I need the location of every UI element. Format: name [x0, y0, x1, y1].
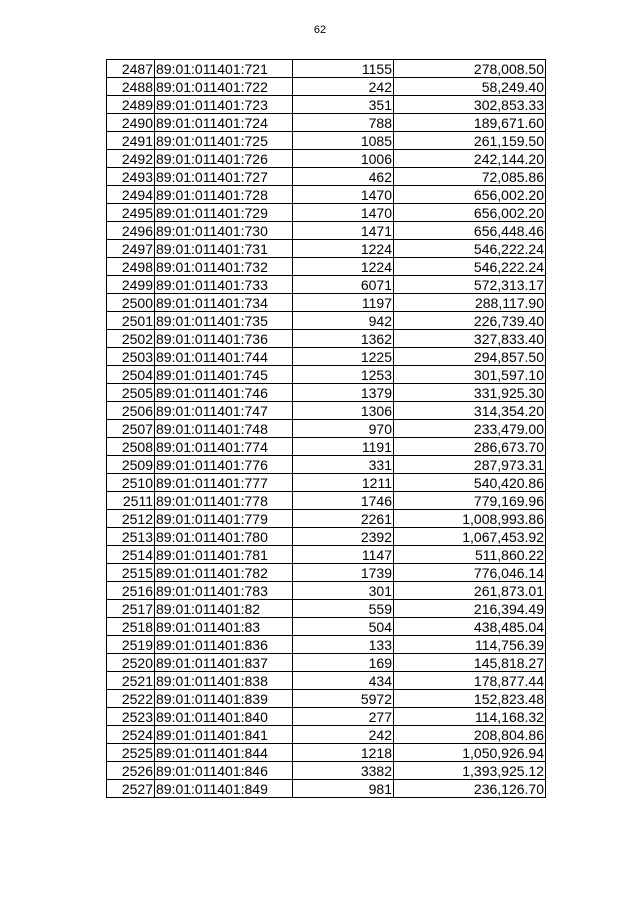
- area-cell: 1746: [293, 492, 394, 510]
- cadastral-number-cell: 89:01:011401:746: [155, 384, 293, 402]
- cadastral-value-cell: 261,873.01: [394, 582, 546, 600]
- table-row: [107, 438, 546, 456]
- area-cell: 169: [293, 654, 394, 672]
- table-row: [107, 402, 546, 420]
- table-row: [107, 474, 546, 492]
- area-cell: 788: [293, 114, 394, 132]
- table-row: [107, 654, 546, 672]
- cadastral-number-cell: 89:01:011401:846: [155, 762, 293, 780]
- table-row: [107, 618, 546, 636]
- cadastral-number-cell: 89:01:011401:779: [155, 510, 293, 528]
- row-number-cell: 2487: [107, 60, 155, 78]
- row-number-cell: 2523: [107, 708, 155, 726]
- row-number-cell: 2522: [107, 690, 155, 708]
- area-cell: 1379: [293, 384, 394, 402]
- table-row: [107, 150, 546, 168]
- cadastral-number-cell: 89:01:011401:776: [155, 456, 293, 474]
- cadastral-value-cell: 779,169.96: [394, 492, 546, 510]
- cadastral-value-cell: 331,925.30: [394, 384, 546, 402]
- row-number-cell: 2491: [107, 132, 155, 150]
- cadastral-number-cell: 89:01:011401:780: [155, 528, 293, 546]
- row-number-cell: 2488: [107, 78, 155, 96]
- cadastral-number-cell: 89:01:011401:782: [155, 564, 293, 582]
- table-row: [107, 294, 546, 312]
- area-cell: 462: [293, 168, 394, 186]
- area-cell: 1155: [293, 60, 394, 78]
- row-number-cell: 2518: [107, 618, 155, 636]
- row-number-cell: 2516: [107, 582, 155, 600]
- cadastral-number-cell: 89:01:011401:735: [155, 312, 293, 330]
- cadastral-value-cell: 286,673.70: [394, 438, 546, 456]
- row-number-cell: 2504: [107, 366, 155, 384]
- table-row: [107, 636, 546, 654]
- row-number-cell: 2494: [107, 186, 155, 204]
- cadastral-number-cell: 89:01:011401:777: [155, 474, 293, 492]
- area-cell: 3382: [293, 762, 394, 780]
- row-number-cell: 2499: [107, 276, 155, 294]
- area-cell: 1225: [293, 348, 394, 366]
- table-row: [107, 708, 546, 726]
- area-cell: 1085: [293, 132, 394, 150]
- row-number-cell: 2497: [107, 240, 155, 258]
- cadastral-number-cell: 89:01:011401:778: [155, 492, 293, 510]
- row-number-cell: 2490: [107, 114, 155, 132]
- cadastral-value-cell: 58,249.40: [394, 78, 546, 96]
- row-number-cell: 2500: [107, 294, 155, 312]
- row-number-cell: 2507: [107, 420, 155, 438]
- cadastral-value-cell: 226,739.40: [394, 312, 546, 330]
- cadastral-value-cell: 72,085.86: [394, 168, 546, 186]
- cadastral-number-cell: 89:01:011401:731: [155, 240, 293, 258]
- table-row: [107, 690, 546, 708]
- cadastral-value-cell: 656,002.20: [394, 204, 546, 222]
- area-cell: 331: [293, 456, 394, 474]
- row-number-cell: 2517: [107, 600, 155, 618]
- cadastral-number-cell: 89:01:011401:734: [155, 294, 293, 312]
- table-row: [107, 96, 546, 114]
- area-cell: 559: [293, 600, 394, 618]
- cadastral-number-cell: 89:01:011401:844: [155, 744, 293, 762]
- table-row: [107, 780, 546, 798]
- cadastral-number-cell: 89:01:011401:736: [155, 330, 293, 348]
- row-number-cell: 2506: [107, 402, 155, 420]
- row-number-cell: 2496: [107, 222, 155, 240]
- cadastral-number-cell: 89:01:011401:725: [155, 132, 293, 150]
- cadastral-number-cell: 89:01:011401:841: [155, 726, 293, 744]
- cadastral-value-cell: 314,354.20: [394, 402, 546, 420]
- area-cell: 1224: [293, 240, 394, 258]
- table-row: [107, 222, 546, 240]
- cadastral-value-cell: 656,448.46: [394, 222, 546, 240]
- cadastral-value-cell: 511,860.22: [394, 546, 546, 564]
- cadastral-number-cell: 89:01:011401:837: [155, 654, 293, 672]
- cadastral-value-table: [106, 59, 546, 798]
- table-row: [107, 726, 546, 744]
- cadastral-value-cell: 546,222.24: [394, 240, 546, 258]
- area-cell: 2261: [293, 510, 394, 528]
- cadastral-value-cell: 1,067,453.92: [394, 528, 546, 546]
- table-row: [107, 78, 546, 96]
- cadastral-number-cell: 89:01:011401:748: [155, 420, 293, 438]
- cadastral-value-cell: 1,050,926.94: [394, 744, 546, 762]
- area-cell: 6071: [293, 276, 394, 294]
- table-row: [107, 528, 546, 546]
- table-row: [107, 276, 546, 294]
- page-number: 62: [313, 24, 327, 36]
- area-cell: 242: [293, 726, 394, 744]
- area-cell: 504: [293, 618, 394, 636]
- cadastral-number-cell: 89:01:011401:729: [155, 204, 293, 222]
- row-number-cell: 2526: [107, 762, 155, 780]
- area-cell: 970: [293, 420, 394, 438]
- row-number-cell: 2519: [107, 636, 155, 654]
- table-row: [107, 312, 546, 330]
- cadastral-value-cell: 278,008.50: [394, 60, 546, 78]
- area-cell: 1147: [293, 546, 394, 564]
- area-cell: 1197: [293, 294, 394, 312]
- row-number-cell: 2515: [107, 564, 155, 582]
- area-cell: 301: [293, 582, 394, 600]
- cadastral-number-cell: 89:01:011401:724: [155, 114, 293, 132]
- cadastral-value-cell: 776,046.14: [394, 564, 546, 582]
- row-number-cell: 2508: [107, 438, 155, 456]
- area-cell: 1224: [293, 258, 394, 276]
- table-row: [107, 456, 546, 474]
- area-cell: 277: [293, 708, 394, 726]
- table-row: [107, 546, 546, 564]
- table-row: [107, 114, 546, 132]
- cadastral-number-cell: 89:01:011401:722: [155, 78, 293, 96]
- cadastral-number-cell: 89:01:011401:727: [155, 168, 293, 186]
- table-row: [107, 348, 546, 366]
- area-cell: 1006: [293, 150, 394, 168]
- cadastral-number-cell: 89:01:011401:745: [155, 366, 293, 384]
- cadastral-number-cell: 89:01:011401:836: [155, 636, 293, 654]
- cadastral-value-cell: 216,394.49: [394, 600, 546, 618]
- cadastral-value-cell: 294,857.50: [394, 348, 546, 366]
- table-row: [107, 420, 546, 438]
- cadastral-number-cell: 89:01:011401:730: [155, 222, 293, 240]
- table-row: [107, 204, 546, 222]
- area-cell: 1191: [293, 438, 394, 456]
- table-row: [107, 258, 546, 276]
- cadastral-value-cell: 327,833.40: [394, 330, 546, 348]
- cadastral-number-cell: 89:01:011401:82: [155, 600, 293, 618]
- area-cell: 1470: [293, 186, 394, 204]
- cadastral-number-cell: 89:01:011401:728: [155, 186, 293, 204]
- cadastral-value-cell: 546,222.24: [394, 258, 546, 276]
- cadastral-number-cell: 89:01:011401:723: [155, 96, 293, 114]
- area-cell: 981: [293, 780, 394, 798]
- table-row: [107, 762, 546, 780]
- cadastral-value-cell: 302,853.33: [394, 96, 546, 114]
- cadastral-number-cell: 89:01:011401:774: [155, 438, 293, 456]
- cadastral-value-cell: 438,485.04: [394, 618, 546, 636]
- row-number-cell: 2509: [107, 456, 155, 474]
- cadastral-number-cell: 89:01:011401:747: [155, 402, 293, 420]
- cadastral-value-cell: 1,008,993.86: [394, 510, 546, 528]
- table-row: [107, 510, 546, 528]
- table-row: [107, 672, 546, 690]
- area-cell: 942: [293, 312, 394, 330]
- cadastral-number-cell: 89:01:011401:744: [155, 348, 293, 366]
- row-number-cell: 2489: [107, 96, 155, 114]
- area-cell: 1471: [293, 222, 394, 240]
- cadastral-number-cell: 89:01:011401:839: [155, 690, 293, 708]
- cadastral-value-cell: 189,671.60: [394, 114, 546, 132]
- table-row: [107, 330, 546, 348]
- cadastral-value-cell: 287,973.31: [394, 456, 546, 474]
- cadastral-value-cell: 288,117.90: [394, 294, 546, 312]
- table-row: [107, 186, 546, 204]
- cadastral-number-cell: 89:01:011401:781: [155, 546, 293, 564]
- area-cell: 2392: [293, 528, 394, 546]
- row-number-cell: 2498: [107, 258, 155, 276]
- cadastral-value-cell: 572,313.17: [394, 276, 546, 294]
- row-number-cell: 2524: [107, 726, 155, 744]
- area-cell: 351: [293, 96, 394, 114]
- table-row: [107, 132, 546, 150]
- area-cell: 1211: [293, 474, 394, 492]
- row-number-cell: 2514: [107, 546, 155, 564]
- table-row: [107, 582, 546, 600]
- row-number-cell: 2495: [107, 204, 155, 222]
- cadastral-value-cell: 1,393,925.12: [394, 762, 546, 780]
- row-number-cell: 2510: [107, 474, 155, 492]
- cadastral-value-cell: 236,126.70: [394, 780, 546, 798]
- cadastral-number-cell: 89:01:011401:783: [155, 582, 293, 600]
- cadastral-number-cell: 89:01:011401:849: [155, 780, 293, 798]
- table-row: [107, 366, 546, 384]
- row-number-cell: 2511: [107, 492, 155, 510]
- cadastral-number-cell: 89:01:011401:838: [155, 672, 293, 690]
- area-cell: 1739: [293, 564, 394, 582]
- row-number-cell: 2492: [107, 150, 155, 168]
- cadastral-number-cell: 89:01:011401:733: [155, 276, 293, 294]
- cadastral-value-cell: 540,420.86: [394, 474, 546, 492]
- cadastral-number-cell: 89:01:011401:840: [155, 708, 293, 726]
- cadastral-value-cell: 233,479.00: [394, 420, 546, 438]
- area-cell: 1253: [293, 366, 394, 384]
- row-number-cell: 2502: [107, 330, 155, 348]
- cadastral-value-cell: 656,002.20: [394, 186, 546, 204]
- cadastral-value-cell: 301,597.10: [394, 366, 546, 384]
- table-row: [107, 744, 546, 762]
- row-number-cell: 2527: [107, 780, 155, 798]
- cadastral-value-cell: 261,159.50: [394, 132, 546, 150]
- cadastral-value-cell: 114,168.32: [394, 708, 546, 726]
- row-number-cell: 2505: [107, 384, 155, 402]
- row-number-cell: 2521: [107, 672, 155, 690]
- row-number-cell: 2493: [107, 168, 155, 186]
- cadastral-number-cell: 89:01:011401:83: [155, 618, 293, 636]
- area-cell: 1362: [293, 330, 394, 348]
- table-row: [107, 168, 546, 186]
- area-cell: 5972: [293, 690, 394, 708]
- table-row: [107, 384, 546, 402]
- row-number-cell: 2520: [107, 654, 155, 672]
- cadastral-value-cell: 178,877.44: [394, 672, 546, 690]
- row-number-cell: 2512: [107, 510, 155, 528]
- area-cell: 133: [293, 636, 394, 654]
- area-cell: 434: [293, 672, 394, 690]
- area-cell: 1470: [293, 204, 394, 222]
- table-row: [107, 564, 546, 582]
- cadastral-value-cell: 208,804.86: [394, 726, 546, 744]
- row-number-cell: 2525: [107, 744, 155, 762]
- cadastral-number-cell: 89:01:011401:726: [155, 150, 293, 168]
- row-number-cell: 2501: [107, 312, 155, 330]
- row-number-cell: 2503: [107, 348, 155, 366]
- cadastral-value-cell: 152,823.48: [394, 690, 546, 708]
- area-cell: 1306: [293, 402, 394, 420]
- table-row: [107, 600, 546, 618]
- row-number-cell: 2513: [107, 528, 155, 546]
- cadastral-value-cell: 145,818.27: [394, 654, 546, 672]
- area-cell: 1218: [293, 744, 394, 762]
- table-body: [107, 60, 546, 798]
- cadastral-number-cell: 89:01:011401:732: [155, 258, 293, 276]
- area-cell: 242: [293, 78, 394, 96]
- cadastral-value-cell: 242,144.20: [394, 150, 546, 168]
- table-row: [107, 240, 546, 258]
- cadastral-value-cell: 114,756.39: [394, 636, 546, 654]
- table-row: [107, 492, 546, 510]
- table-row: [107, 60, 546, 78]
- cadastral-number-cell: 89:01:011401:721: [155, 60, 293, 78]
